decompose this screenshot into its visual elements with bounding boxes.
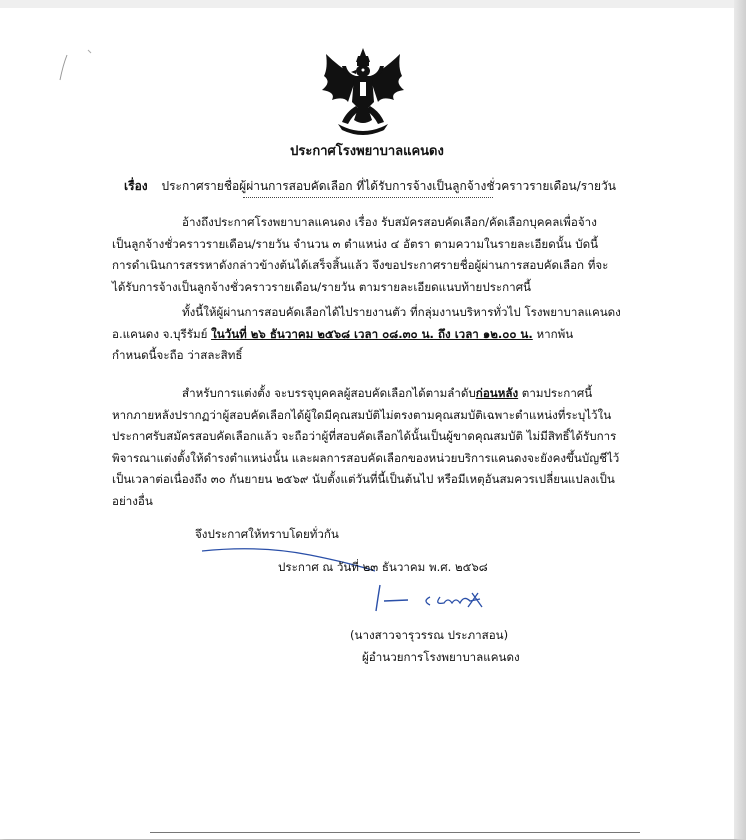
report-date-emphasis: ในวันที่ ๒๖ ธันวาคม ๒๕๖๘ เวลา ๐๘.๓๐ น. ถึง เวลา ๑๒.๐๐ น.	[211, 326, 533, 341]
paragraph-line: เป็นเวลาต่อเนื่องถึง ๓๐ กันยายน ๒๕๖๙ นับตั้งแต่วันที่นี้เป็นต้นไป หรือมีเหตุอันสมควรเปลี่ยนแปลงเป็น	[112, 472, 615, 486]
text-segment: ตามประกาศนี้	[518, 386, 593, 400]
paragraph-line: พิจารณาแต่งตั้งให้ดำรงตำแหน่งนั้น และผลการสอบคัดเลือกของหน่วยบริการแคนดงจะยังคงขึ้นบัญชีไว้	[112, 450, 620, 465]
paragraph-line: หากภายหลังปรากฏว่าผู้สอบคัดเลือกได้ผู้ใดมีคุณสมบัติไม่ตรงตามคุณสมบัติเฉพาะตำแหน่งที่ระบุไว้ใน	[112, 407, 612, 422]
order-emphasis: ก่อนหลัง	[475, 386, 519, 400]
paragraph-line: ประกาศรับสมัครสอบคัดเลือกแล้ว จะถือว่าผู้ที่สอบคัดเลือกได้นั้นเป็นผู้ขาดคุณสมบัติ ไม่มีสิทธิ์ได้รับการ	[112, 429, 617, 443]
text-segment: อ.แคนดง จ.บุรีรัมย์	[112, 326, 212, 341]
paragraph-line: กำหนดนี้จะถือ ว่าสละสิทธิ์	[112, 348, 243, 362]
page-top-edge	[0, 0, 734, 8]
paragraph-reference	[112, 212, 617, 298]
subject-text: ประกาศรายชื่อผู้ผ่านการสอบคัดเลือก ที่ได้รับการจ้างเป็นลูกจ้างชั่วคราวรายเดือน/รายวัน	[161, 179, 616, 193]
handwritten-signature	[360, 583, 510, 613]
text-segment: สำหรับการแต่งตั้ง จะบรรจุบุคคลผู้สอบคัดเลือกได้ตามลำดับ	[182, 386, 476, 400]
separator-dotted-line	[243, 197, 493, 198]
paragraph-line: อ้างถึงประกาศโรงพยาบาลแคนดง เรื่อง รับสมัครสอบคัดเลือก/คัดเลือกบุคคลเพื่อจ้าง	[182, 215, 597, 229]
paragraph-line	[112, 324, 617, 346]
paper-fold-mark	[55, 45, 95, 85]
paragraph-line: อย่างอื่น	[112, 493, 153, 508]
document-title: ประกาศโรงพยาบาลแคนดง	[290, 144, 444, 159]
text-segment: หากพ้น	[532, 326, 574, 341]
signer-position: ผู้อำนวยการโรงพยาบาลแคนดง	[362, 650, 520, 664]
paragraph-line: ได้รับการจ้างเป็นลูกจ้างชั่วคราวรายเดือน/รายวัน ตามรายละเอียดแนบท้ายประกาศนี้	[112, 279, 531, 294]
document-subject	[110, 177, 630, 196]
viewer-side-gutter	[734, 0, 746, 839]
paragraph-line: ทั้งนี้ให้ผู้ผ่านการสอบคัดเลือกได้ไปรายงานตัว ที่กลุ่มงานบริหารทั่วไป โรงพยาบาลแคนดง	[182, 305, 621, 319]
subject-label: เรื่อง	[124, 179, 148, 193]
signer-name: (นางสาวจารุวรรณ ประภาสอน)	[350, 628, 509, 642]
announcement-date: ประกาศ ณ วันที่ ๒๓ ธันวาคม พ.ศ. ๒๕๖๘	[278, 560, 488, 574]
paragraph-appointment	[112, 383, 620, 512]
garuda-emblem-icon	[318, 46, 408, 138]
closing-statement: จึงประกาศให้ทราบโดยทั่วกัน	[195, 527, 339, 541]
paragraph-line: การดำเนินการสรรหาดังกล่าวข้างต้นได้เสร็จสิ้นแล้ว จึงขอประกาศรายชื่อผู้ผ่านการสอบคัดเลือก ที่จะ	[112, 258, 609, 272]
signer-block	[350, 624, 520, 668]
paragraph-line	[112, 383, 617, 405]
paragraph-reporting	[112, 302, 621, 367]
paragraph-line: เป็นลูกจ้างชั่วคราวรายเดือน/รายวัน จำนวน ๓ ตำแหน่ง ๔ อัตรา ตามความในรายละเอียดนั้น บัดนี้	[112, 236, 599, 251]
